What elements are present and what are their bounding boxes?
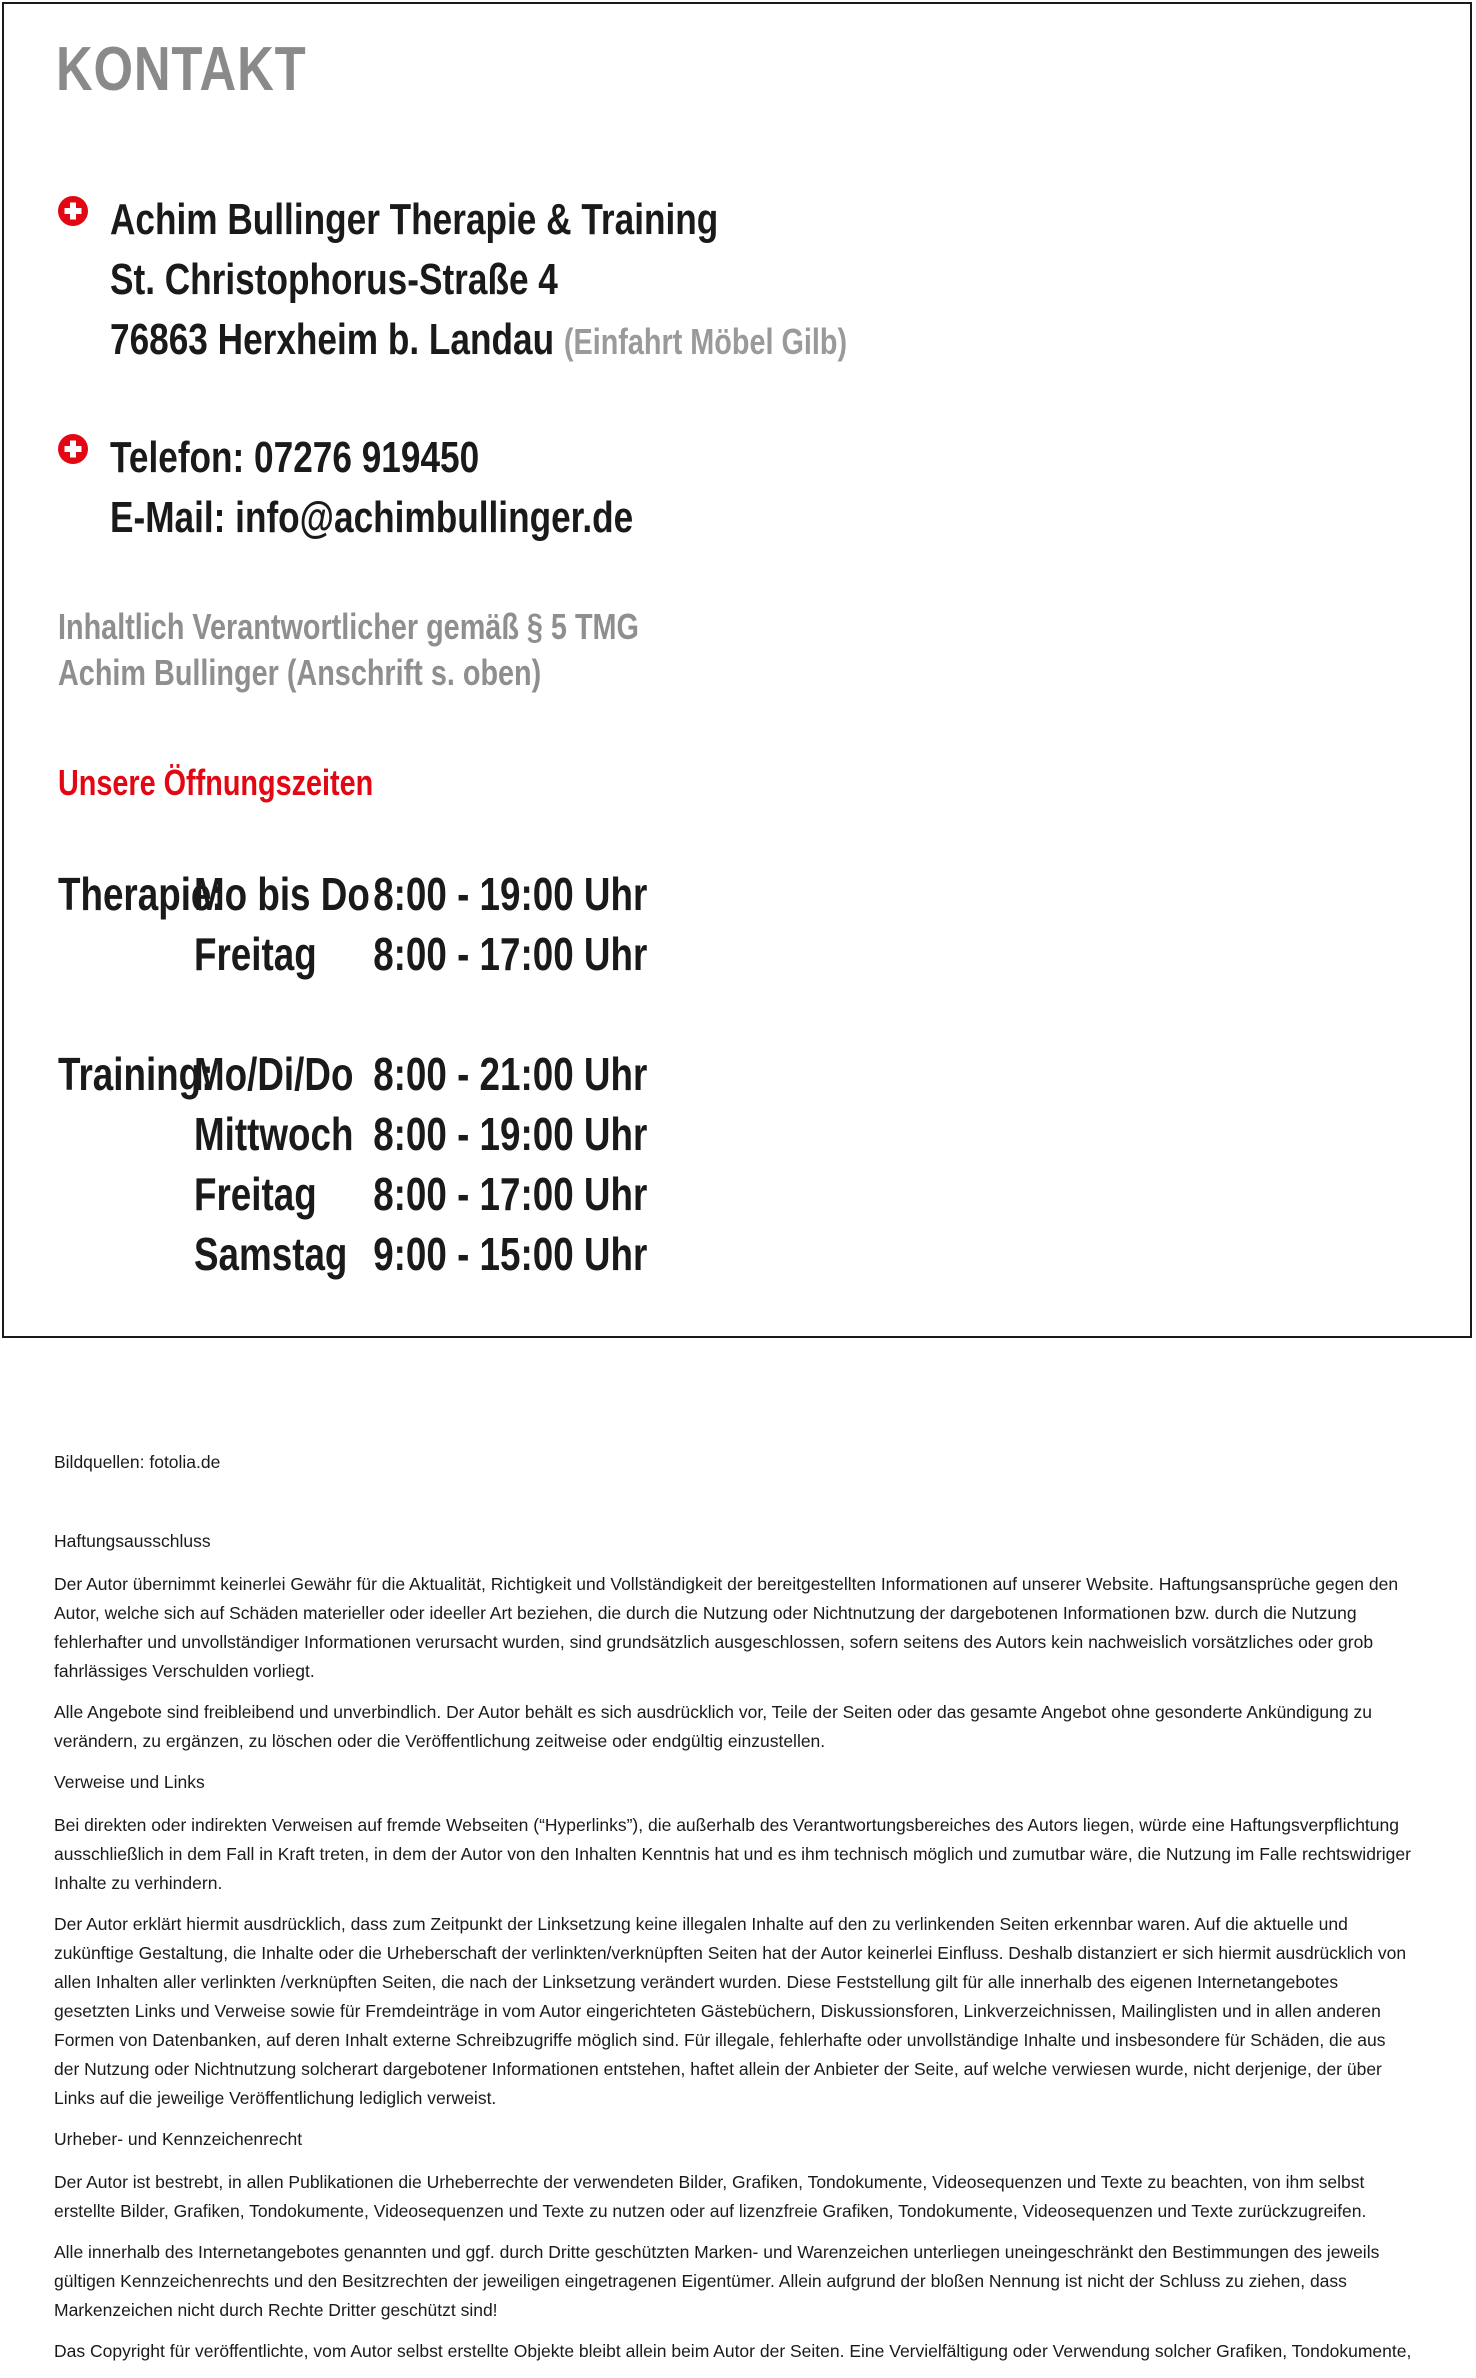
- hours-day: Mo/Di/Do: [194, 1048, 354, 1100]
- entrance-note: (Einfahrt Möbel Gilb): [563, 321, 848, 362]
- page-title: KONTAKT: [56, 35, 307, 104]
- plus-circle-icon: [58, 434, 88, 464]
- hours-title: Unsere Öffnungszeiten: [58, 762, 374, 803]
- email-line[interactable]: E-Mail: info@achimbullinger.de: [110, 493, 634, 542]
- address-block: [58, 190, 1031, 372]
- hours-time: 8:00 - 17:00 Uhr: [373, 928, 648, 980]
- hours-day: Freitag: [194, 928, 317, 980]
- hours-day: Mittwoch: [194, 1108, 354, 1160]
- city: 76863 Herxheim b. Landau: [110, 315, 555, 364]
- phone-line[interactable]: Telefon: 07276 919450: [110, 433, 480, 482]
- links-paragraph: Der Autor erklärt hiermit ausdrücklich, dass zum Zeitpunkt der Linksetzung keine illegalen Inhalte auf den zu verlinkenden Seiten erkennbar waren. Auf die aktuelle und zukünftige Gestaltung, die Inhalte oder die Urheberschaft der verlinkten/verknüpften Seiten hat der Autor keinerlei Einfluss. Deshalb distanziert er sich hiermit ausdrücklich von allen Inhalten aller verlinkten /verknüpften Seiten, die nach der Linksetzung verändert wurden. Diese Feststellung gilt für alle innerhalb des eigenen Internetangebotes gesetzten Links und Verweise sowie für Fremdeinträge in vom Autor eingerichteten Gästebüchern, Diskussionsforen, Linkverzeichnissen, Mailinglisten und in allen anderen Formen von Datenbanken, auf deren Inhalt externe Schreibzugriffe möglich sind. Für illegale, fehlerhafte oder unvollständige Inhalte und insbesondere für Schäden, die aus der Nutzung oder Nichtnutzung solcherart dargebotener Informationen entstehen, haftet allein der Anbieter der Seite, auf welche verwiesen wurde, nicht derjenige, der über Links auf die jeweilige Veröffentlichung lediglich verweist.: [54, 1914, 1407, 2108]
- disclaimer-paragraph: Alle Angebote sind freibleibend und unverbindlich. Der Autor behält es sich ausdrücklich vor, Teile der Seiten oder das gesamte Angebot ohne gesonderte Ankündigung zu verändern, zu ergänzen, zu löschen oder die Veröffentlichung zeitweise oder endgültig einzustellen.: [54, 1702, 1372, 1751]
- responsible-line-1: Inhaltlich Verantwortlicher gemäß § 5 TMG: [58, 606, 639, 647]
- city-line: [110, 310, 847, 372]
- contact-box: [2, 2, 1472, 1338]
- plus-circle-icon: [58, 196, 88, 226]
- reach-block: [58, 428, 764, 548]
- hours-time: 9:00 - 15:00 Uhr: [373, 1228, 648, 1280]
- hours-time: 8:00 - 21:00 Uhr: [373, 1048, 648, 1100]
- copyright-paragraph: Das Copyright für veröffentlichte, vom Autor selbst erstellte Objekte bleibt allein beim Autor der Seiten. Eine Vervielfältigung oder Verwendung solcher Grafiken, Tondokumente,: [54, 2341, 1412, 2361]
- links-heading: Verweise und Links: [54, 1772, 205, 1792]
- training-label: Training:: [58, 1048, 214, 1100]
- copyright-heading: Urheber- und Kennzeichenrecht: [54, 2129, 303, 2149]
- copyright-paragraph: Alle innerhalb des Internetangebotes genannten und ggf. durch Dritte geschützten Marken- und Warenzeichen unterliegen uneingeschränkt den Bestimmungen des jeweils gültigen Kennzeichenrechts und den Besitzrechten der jeweiligen eingetragenen Eigentümer. Allein aufgrund der bloßen Nennung ist nicht der Schluss zu ziehen, dass Markenzeichen nicht durch Rechte Dritter geschützt sind!: [54, 2242, 1380, 2320]
- hours-day: Mo bis Do: [194, 868, 370, 920]
- hours-day: Freitag: [194, 1168, 317, 1220]
- disclaimer-heading: Haftungsausschluss: [54, 1531, 211, 1551]
- hours-time: 8:00 - 17:00 Uhr: [373, 1168, 648, 1220]
- image-sources: Bildquellen: fotolia.de: [54, 1452, 221, 1472]
- copyright-paragraph: Der Autor ist bestrebt, in allen Publikationen die Urheberrechte der verwendeten Bilder, Grafiken, Tondokumente, Videosequenzen und Texte zu beachten, von ihm selbst erstellte Bilder, Grafiken, Tondokumente, Videosequenzen und Texte zu nutzen oder auf lizenzfreie Grafiken, Tondokumente, Videosequenzen und Texte zurückzugreifen.: [54, 2172, 1367, 2221]
- legal-footer: [54, 1448, 1414, 2378]
- hours-time: 8:00 - 19:00 Uhr: [373, 868, 648, 920]
- street-address: St. Christophorus-Straße 4: [110, 255, 558, 304]
- responsible-line-2: Achim Bullinger (Anschrift s. oben): [58, 652, 542, 693]
- responsible-block: [58, 604, 639, 696]
- hours-day: Samstag: [194, 1228, 348, 1280]
- therapy-label: Therapie:: [58, 868, 224, 920]
- company-name: Achim Bullinger Therapie & Training: [110, 195, 719, 244]
- hours-time: 8:00 - 19:00 Uhr: [373, 1108, 648, 1160]
- links-paragraph: Bei direkten oder indirekten Verweisen auf fremde Webseiten (“Hyperlinks”), die außerhalb des Verantwortungsbereiches des Autors liegen, würde eine Haftungsverpflichtung ausschließlich in dem Fall in Kraft treten, in dem der Autor von den Inhalten Kenntnis hat und es ihm technisch möglich und zumutbar wäre, die Nutzung im Falle rechtswidriger Inhalte zu verhindern.: [54, 1815, 1411, 1893]
- disclaimer-paragraph: Der Autor übernimmt keinerlei Gewähr für die Aktualität, Richtigkeit und Vollständigkeit der bereitgestellten Informationen auf unserer Website. Haftungsansprüche gegen den Autor, welche sich auf Schäden materieller oder ideeller Art beziehen, die durch die Nutzung oder Nichtnutzung der dargebotenen Informationen bzw. durch die Nutzung fehlerhafter und unvollständiger Informationen verursacht wurden, sind grundsätzlich ausgeschlossen, sofern seitens des Autors kein nachweislich vorsätzliches oder grob fahrlässiges Verschulden vorliegt.: [54, 1574, 1399, 1681]
